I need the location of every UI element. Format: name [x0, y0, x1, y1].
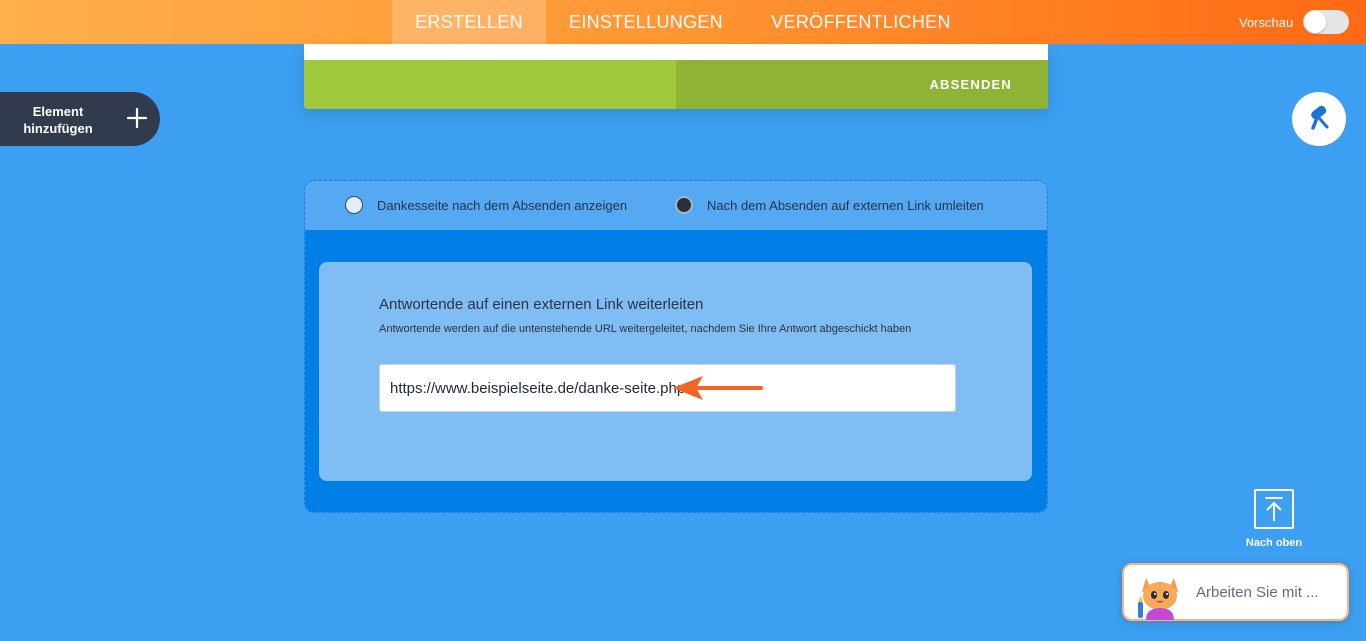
thankyou-option-row — [305, 181, 1047, 230]
submit-bar — [304, 60, 1048, 109]
tab-einstellungen[interactable]: EINSTELLUNGEN — [569, 11, 723, 32]
add-element-label: Element hinzufügen — [23, 104, 93, 136]
tab-veroeffentlichen[interactable]: VERÖFFENTLICHEN — [771, 11, 951, 32]
option-show-thankyou-page[interactable] — [345, 195, 627, 215]
top-navigation-bar — [0, 0, 1366, 44]
tab-erstellen[interactable]: ERSTELLEN — [392, 0, 546, 44]
paint-roller-icon — [1305, 105, 1333, 133]
add-element-button[interactable] — [0, 92, 160, 146]
option-label: Dankesseite nach dem Absenden anzeigen — [377, 197, 628, 213]
radio-button[interactable] — [345, 196, 363, 214]
assistant-text: Arbeiten Sie mit ... — [1196, 584, 1319, 601]
redirect-title: Antwortende auf einen externen Link weiterleiten — [379, 296, 704, 313]
cat-avatar-icon — [1132, 568, 1188, 620]
redirect-description: Antwortende werden auf die untenstehende URL weitergeleitet, nachdem Sie Ihre Antwort abgeschickt haben — [379, 323, 912, 335]
submit-button[interactable]: ABSENDEN — [676, 60, 1048, 109]
back-to-top-button[interactable] — [1240, 488, 1308, 554]
back-to-top-label: Nach oben — [1245, 537, 1303, 549]
redirect-panel-body — [305, 230, 1047, 513]
thankyou-settings-panel — [304, 180, 1048, 513]
radio-button-selected[interactable] — [675, 196, 693, 214]
plus-icon — [126, 107, 148, 129]
option-label: Nach dem Absenden auf externen Link umleiten — [707, 197, 984, 213]
form-card-content — [304, 44, 1048, 60]
back-to-top-frame — [1254, 489, 1294, 529]
ai-assistant-widget[interactable] — [1122, 563, 1349, 621]
preview-label: Vorschau — [1239, 15, 1294, 30]
preview-toggle[interactable] — [1303, 10, 1349, 34]
preview-toggle-knob — [1304, 11, 1326, 33]
redirect-card — [319, 262, 1032, 481]
form-card — [304, 44, 1048, 109]
arrow-up-to-line-icon — [1256, 491, 1292, 527]
form-designer-button[interactable] — [1292, 92, 1346, 146]
redirect-url-input[interactable] — [379, 364, 956, 412]
option-redirect-external-link[interactable] — [675, 195, 984, 215]
